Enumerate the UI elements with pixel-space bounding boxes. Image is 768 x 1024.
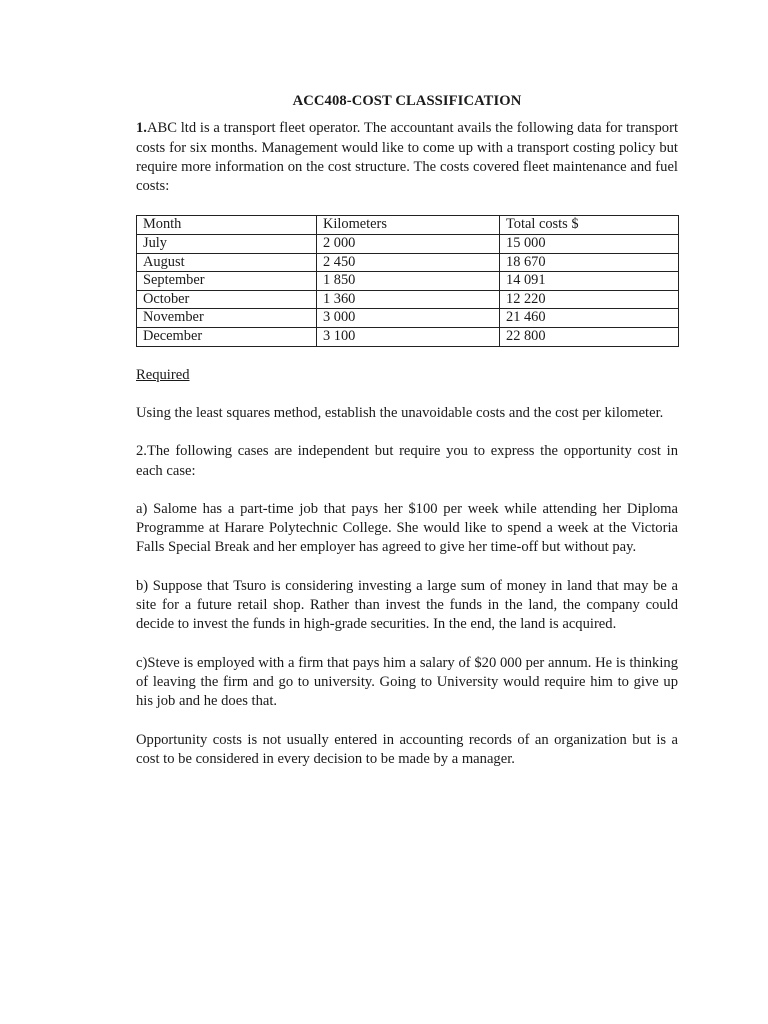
- table-row: [137, 253, 679, 272]
- table-row: [137, 290, 679, 309]
- table-cell-month: November: [137, 309, 317, 328]
- table-cell-kilometers: 1 850: [317, 272, 500, 291]
- table-cell-total-costs: 15 000: [500, 235, 679, 254]
- document-title: ACC408-COST CLASSIFICATION: [292, 93, 522, 109]
- table-cell-month: July: [137, 235, 317, 254]
- table-cell-kilometers: 1 360: [317, 290, 500, 309]
- table-cell-kilometers: 2 450: [317, 253, 500, 272]
- header-kilometers: Kilometers: [317, 216, 500, 235]
- q1-intro-text: ABC ltd is a transport fleet operator. The accountant avails the following data for transport costs for six months. Management would like to come up with a transport costing policy but require more information on the cost structure. The costs covered fleet maintenance and fuel costs:: [136, 120, 678, 195]
- q1-task-paragraph: Using the least squares method, establish the unavoidable costs and the cost per kilometer.: [136, 404, 664, 421]
- table-cell-kilometers: 3 000: [317, 309, 500, 328]
- table-row: [137, 235, 679, 254]
- table-cell-total-costs: 14 091: [500, 272, 679, 291]
- q2-case-a-paragraph: a) Salome has a part-time job that pays her $100 per week while attending her Diploma Programme at Harare Polytechnic College. She would like to spend a week at the Victoria Falls Special Break and her employer has agreed to give her time-off but without pay.: [136, 500, 678, 556]
- q2-intro-paragraph: 2.The following cases are independent but require you to express the opportunity cost in each case:: [136, 443, 678, 479]
- table-row: [137, 309, 679, 328]
- table-cell-month: September: [137, 272, 317, 291]
- table-cell-total-costs: 12 220: [500, 290, 679, 309]
- table-row: [137, 328, 679, 347]
- table-cell-month: August: [137, 253, 317, 272]
- conclusion-paragraph: Opportunity costs is not usually entered in accounting records of an organization but is a cost to be considered in every decision to be made by a manager.: [136, 731, 678, 767]
- q1-number: 1.: [136, 120, 147, 137]
- table-header-row: [137, 216, 679, 235]
- table-cell-kilometers: 2 000: [317, 235, 500, 254]
- q2-case-c-paragraph: c)Steve is employed with a firm that pays him a salary of $20 000 per annum. He is thinking of leaving the firm and go to university. Going to University would require him to give up his job and he does that.: [136, 654, 678, 710]
- table-cell-month: October: [137, 290, 317, 309]
- table-cell-month: December: [137, 328, 317, 347]
- q2-case-b-paragraph: b) Suppose that Tsuro is considering investing a large sum of money in land that may be a site for a future retail shop. Rather than invest the funds in the land, the company could decide to invest the funds in high-grade securities. In the end, the land is acquired.: [136, 577, 678, 633]
- table-row: [137, 272, 679, 291]
- table-cell-kilometers: 3 100: [317, 328, 500, 347]
- header-month: Month: [137, 216, 317, 235]
- q1-intro-paragraph: [136, 119, 678, 196]
- table-cell-total-costs: 22 800: [500, 328, 679, 347]
- header-total-costs: Total costs $: [500, 216, 679, 235]
- transport-costs-table: [136, 215, 679, 346]
- table-cell-total-costs: 21 460: [500, 309, 679, 328]
- table-cell-total-costs: 18 670: [500, 253, 679, 272]
- required-heading: Required: [136, 366, 190, 383]
- document-page: [136, 92, 678, 769]
